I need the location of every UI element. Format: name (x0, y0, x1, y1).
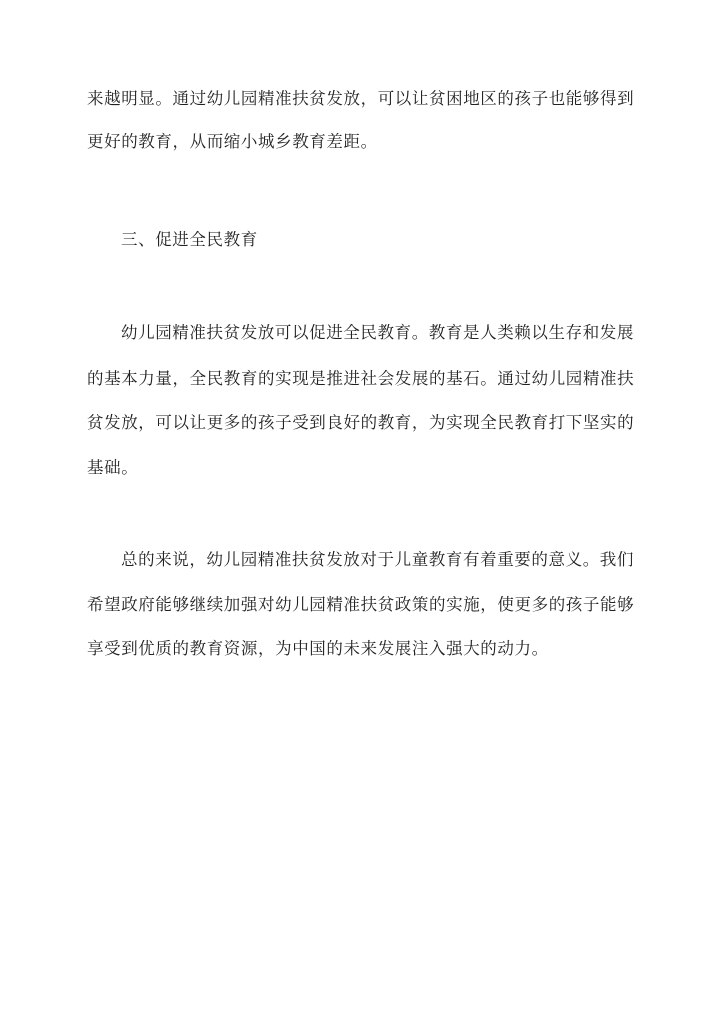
paragraph-universal-education-line-3: 贫发放，可以让更多的孩子受到良好的教育，为实现全民教育打下坚实的 (87, 413, 635, 432)
paragraph-continuation-line-2: 更好的教育，从而缩小城乡教育差距。 (87, 132, 378, 151)
paragraph-conclusion-line-1: 总的来说，幼儿园精准扶贫发放对于儿童教育有着重要的意义。我们 (121, 550, 634, 569)
paragraph-conclusion-line-2: 希望政府能够继续加强对幼儿园精准扶贫政策的实施，使更多的孩子能够 (87, 595, 635, 614)
paragraph-universal-education-line-2: 的基本力量，全民教育的实现是推进社会发展的基石。通过幼儿园精准扶 (87, 369, 635, 388)
paragraph-universal-education-line-4: 基础。 (87, 458, 139, 477)
section-heading: 三、促进全民教育 (121, 230, 258, 249)
paragraph-universal-education-line-1: 幼儿园精准扶贫发放可以促进全民教育。教育是人类赖以生存和发展 (121, 323, 634, 342)
paragraph-conclusion-line-3: 享受到优质的教育资源，为中国的未来发展注入强大的动力。 (87, 639, 549, 658)
paragraph-continuation-line-1: 来越明显。通过幼儿园精准扶贫发放，可以让贫困地区的孩子也能够得到 (87, 89, 635, 108)
